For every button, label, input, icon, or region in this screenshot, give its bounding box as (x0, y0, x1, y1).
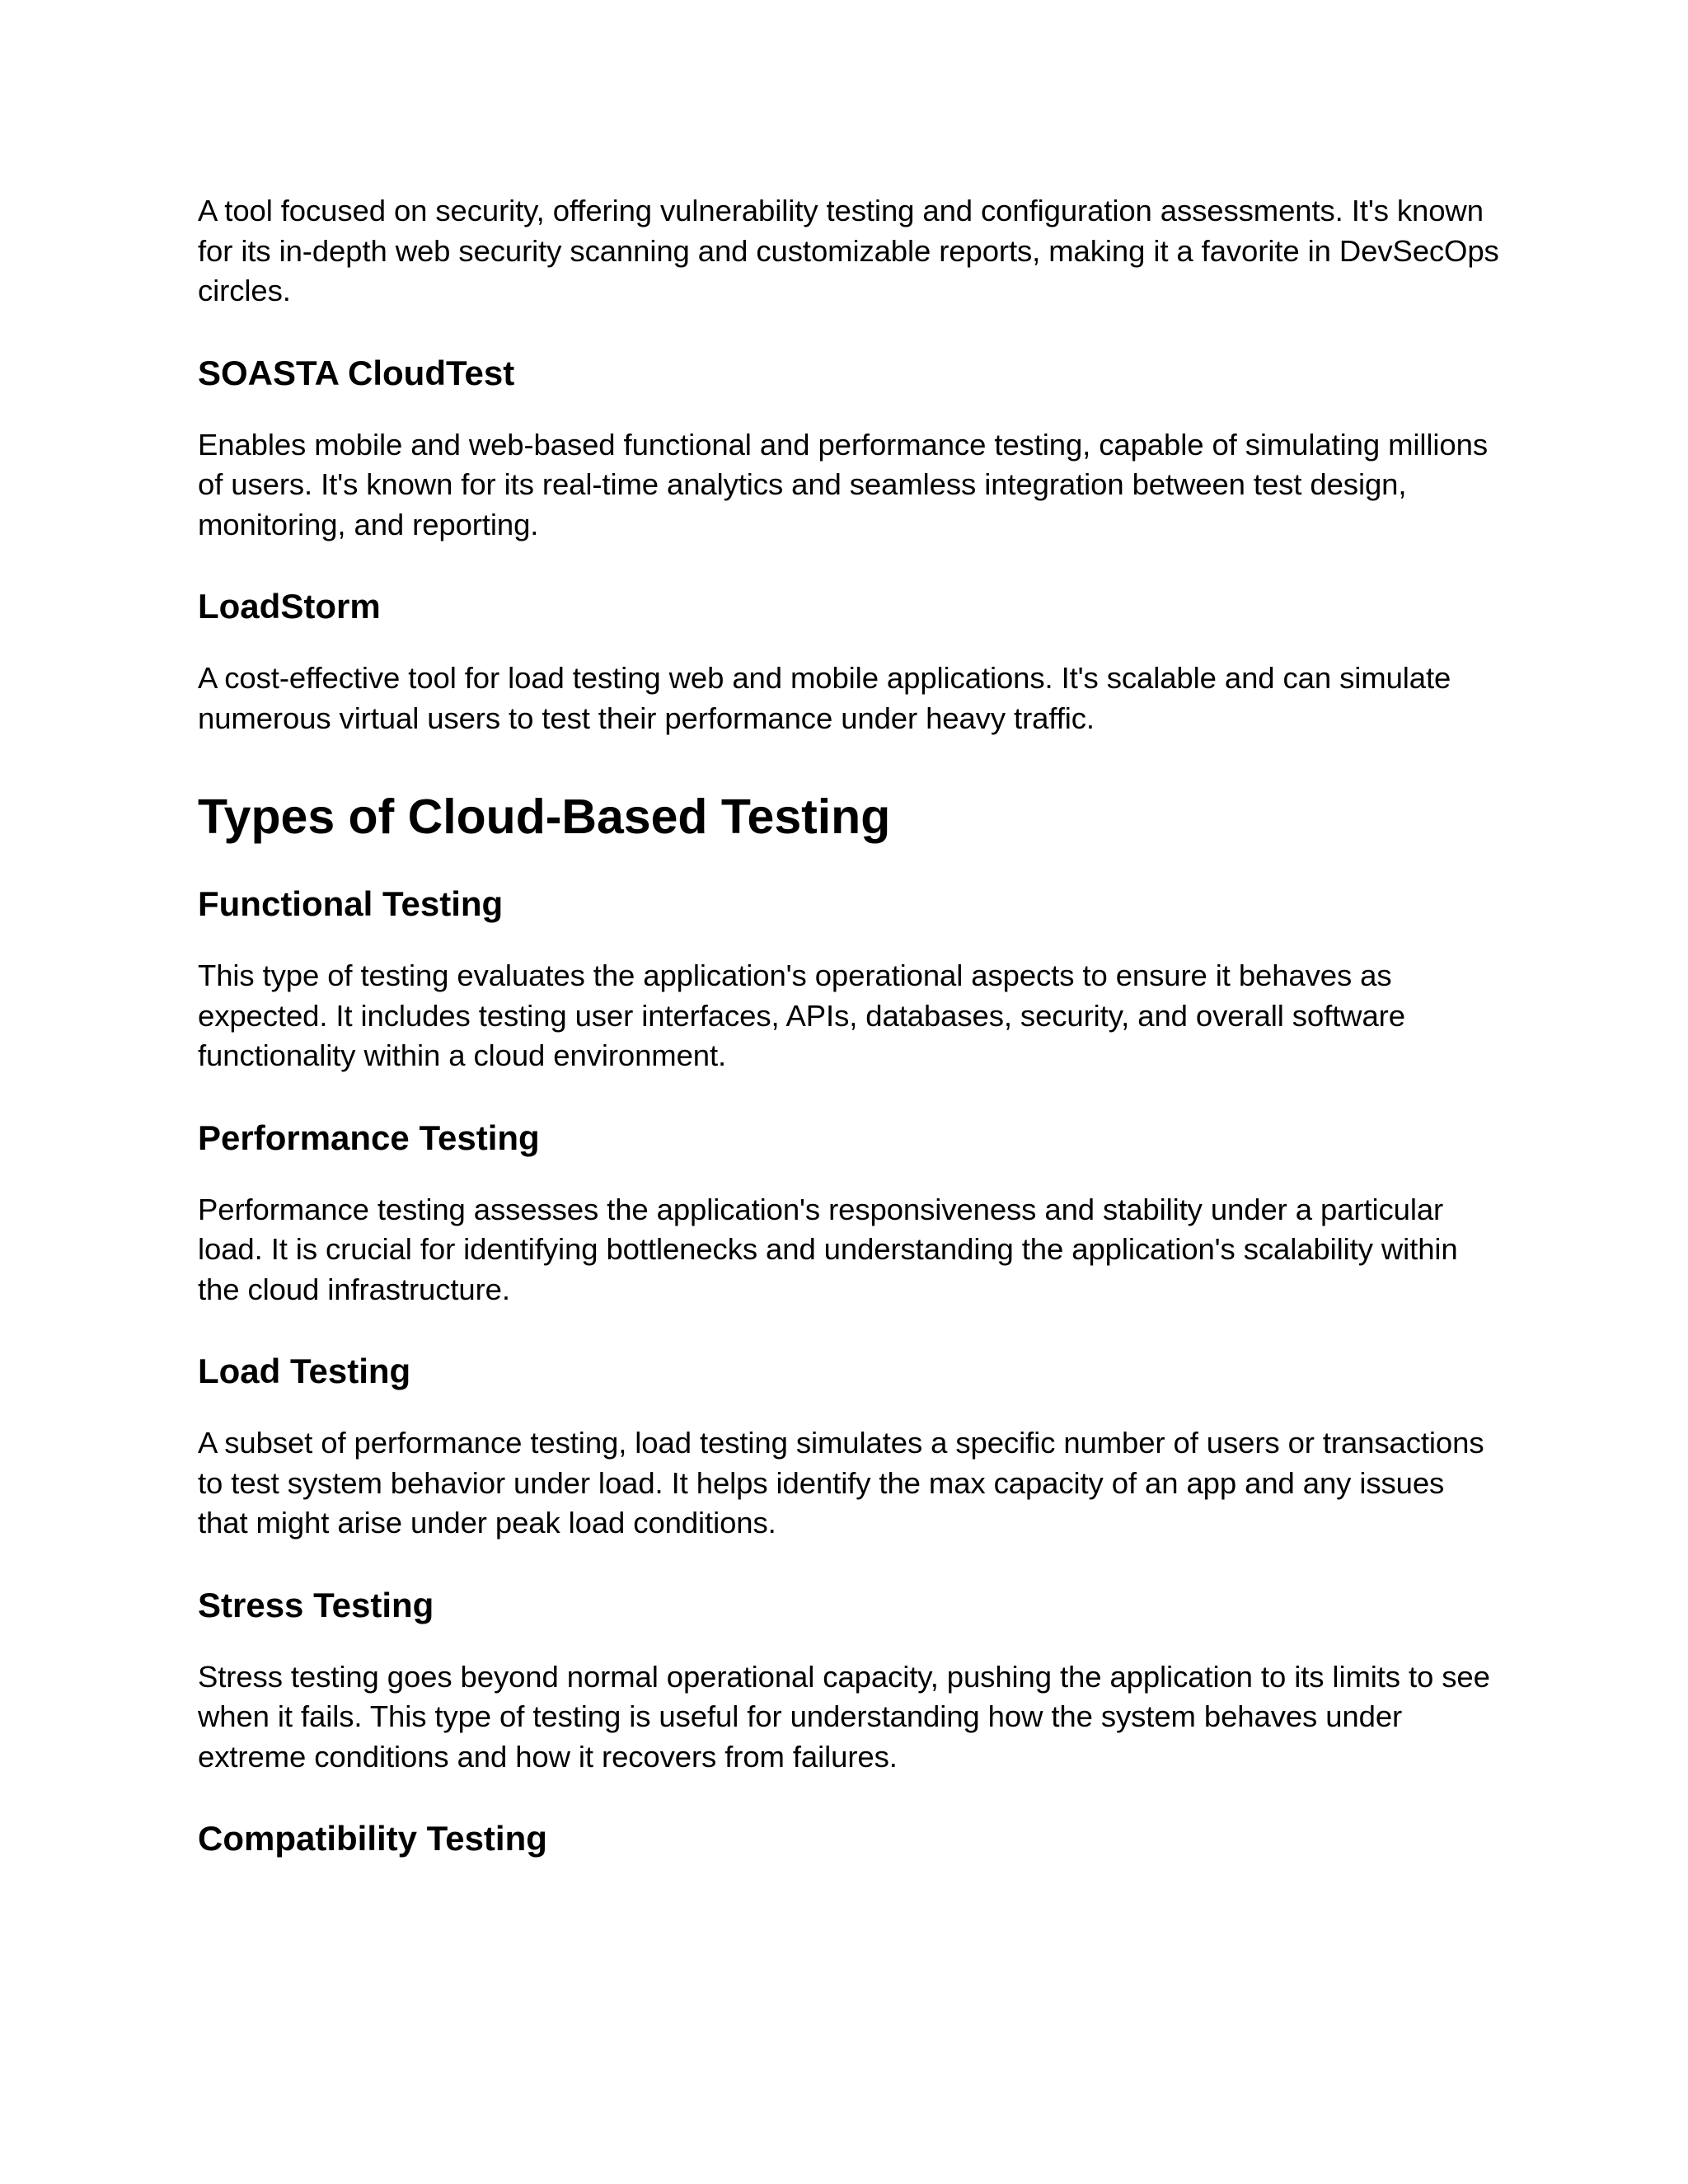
tool-paragraph-soasta-cloudtest: Enables mobile and web-based functional and performance testing, capable of simulating millions of users. It's known for its real-time analytics and seamless integration between test design, monitoring, and reporting. (198, 427, 1488, 541)
type-paragraph-performance-testing: Performance testing assesses the application's responsiveness and stability under a particular load. It is crucial for identifying bottlenecks and understanding the application's scalability within the cloud infrastructure. (198, 1192, 1458, 1306)
document-body (198, 191, 1500, 1862)
type-heading-compatibility-testing: Compatibility Testing (198, 1819, 547, 1858)
type-heading-performance-testing: Performance Testing (198, 1118, 540, 1157)
intro-paragraph: A tool focused on security, offering vulnerability testing and configuration assessments. It's known for its in-depth web security scanning and customizable reports, making it a favorite in DevSecOps circles. (198, 194, 1499, 307)
type-heading-load-testing: Load Testing (198, 1352, 411, 1390)
type-heading-functional-testing: Functional Testing (198, 884, 504, 923)
type-paragraph-load-testing: A subset of performance testing, load testing simulates a specific number of users or transactions to test system behavior under load. It helps identify the max capacity of an app and any issues that might arise under peak load conditions. (198, 1426, 1484, 1540)
type-paragraph-stress-testing: Stress testing goes beyond normal operational capacity, pushing the application to its limits to see when it fails. This type of testing is useful for understanding how the system behaves under extreme conditions and how it recovers from failures. (198, 1659, 1490, 1774)
type-paragraph-functional-testing: This type of testing evaluates the application's operational aspects to ensure it behaves as expected. It includes testing user interfaces, APIs, databases, security, and overall software functionality within a cloud environment. (198, 958, 1405, 1072)
type-heading-stress-testing: Stress Testing (198, 1585, 434, 1624)
tool-paragraph-loadstorm: A cost-effective tool for load testing web and mobile applications. It's scalable and can simulate numerous virtual users to test their performance under heavy traffic. (198, 661, 1451, 735)
tool-heading-soasta-cloudtest: SOASTA CloudTest (198, 353, 515, 392)
tool-heading-loadstorm: LoadStorm (198, 587, 381, 626)
section-title: Types of Cloud-Based Testing (198, 790, 891, 844)
